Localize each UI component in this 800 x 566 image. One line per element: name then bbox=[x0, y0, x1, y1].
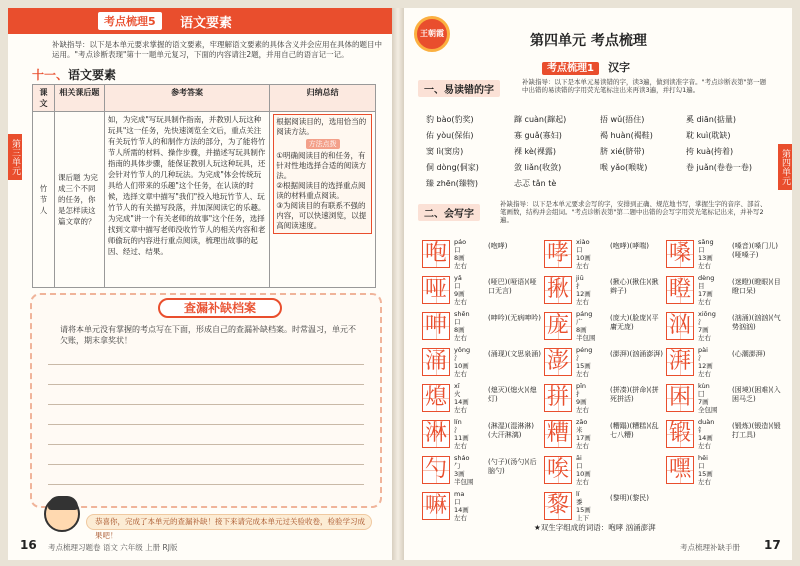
easy-word-item: 忐忑 tǎn tè bbox=[514, 179, 557, 188]
char-rad: 扌 bbox=[576, 282, 583, 290]
char-words: (糟蹋)(糟糕)(乱七八糟) bbox=[610, 422, 659, 439]
char-struct: 左右 bbox=[454, 406, 467, 414]
char-py: āi bbox=[576, 454, 582, 462]
char-words: (澎湃)(汹涌澎湃) bbox=[610, 350, 663, 358]
char-strokes: 3画 bbox=[454, 470, 465, 478]
easy-word-item: 豹 bào(豹奖) bbox=[426, 115, 474, 124]
char-info bbox=[454, 238, 467, 270]
right-page bbox=[404, 8, 792, 560]
char-words: (熄灭)(熄火)(熄灯) bbox=[488, 386, 537, 403]
char-struct: 左右 bbox=[698, 262, 711, 270]
char-words: (锻炼)(锻造)(锻打工具) bbox=[732, 422, 781, 439]
char-strokes: 11画 bbox=[454, 434, 469, 442]
writing-line[interactable] bbox=[48, 364, 364, 365]
char-struct: 上下 bbox=[576, 514, 589, 522]
char-words: (涌现)(文思泉涌) bbox=[488, 350, 541, 358]
char-info bbox=[576, 238, 591, 270]
right-unit-side-tab: 第四单元 bbox=[778, 144, 792, 190]
char-rad: 氵 bbox=[454, 354, 461, 362]
right-page-number: 17 bbox=[764, 538, 781, 552]
char-struct: 左右 bbox=[576, 370, 589, 378]
double-char-note: ★双生字组成的词语：咆哮 汹涌澎湃 bbox=[534, 523, 656, 532]
char-strokes: 8画 bbox=[454, 254, 465, 262]
left-intro: 补缺指导：以下是本单元要求掌握的语文要素，牢理解语文要素的具体含义并会应用在具体的题目中运用。"考点诊断表现"第十一题单元复习，下面的内容请注2题，并用自己的语言记一记。 bbox=[52, 40, 382, 59]
char-strokes: 12画 bbox=[698, 362, 713, 370]
char-info bbox=[454, 382, 469, 414]
char-info bbox=[454, 346, 470, 378]
char-words: (淋湿)(湿淋淋)(大汗淋漓) bbox=[488, 422, 534, 439]
summary-item: ②根据阅读目的选择重点阅读的材料重点阅读。 bbox=[276, 181, 366, 200]
char-info bbox=[454, 310, 470, 342]
char-words: (心潮澎湃) bbox=[732, 350, 766, 358]
answer-cell: 如，为完成"写玩具制作指南，并教别人玩这种玩具"这一任务，先快速浏览全文后，重点关注有关玩竹节人的和制作方法的部分，为了能将竹节人所需的材料、操作步骤，并描述写玩具制作指南的具体步骤，能保证教别人玩这种玩具，还会针对竹节人的几种玩法。为完成"体会传统玩具给人们带来的乐趣"这个任务，在认读的时候，选择文章中描写"我们"投入地玩竹节人、玩竹节人的有关描写段落，并加深阅读它的乐趣。为完成"讲一个有关老师的故事"这个任务，选择找到文章中描写老师没收竹节人的相关内容和老师偷玩的内容进行重点阅读，梳理出故事的起因、经过、结果。 bbox=[104, 112, 269, 288]
char-box: 揪 bbox=[544, 276, 572, 304]
char-strokes: 9画 bbox=[454, 290, 465, 298]
char-box: 瞪 bbox=[666, 276, 694, 304]
gap-record-prompt: 请将本单元没有掌握的考点写在下面，形成自己的查漏补缺档案。时常温习，单元不欠账，期末拿奖状！ bbox=[60, 325, 356, 345]
char-strokes: 10画 bbox=[576, 470, 591, 478]
char-py: páo bbox=[454, 238, 467, 246]
char-info bbox=[576, 382, 589, 414]
char-words: (咆哮)(哮喘) bbox=[610, 242, 649, 250]
char-info bbox=[576, 490, 591, 522]
lesson-cell: 竹节人 bbox=[33, 112, 55, 288]
char-rad: 口 bbox=[576, 246, 583, 254]
char-box: 糟 bbox=[544, 420, 572, 448]
char-py: xiōng bbox=[698, 310, 716, 318]
char-info bbox=[576, 418, 591, 450]
char-py: yǎ bbox=[454, 274, 462, 282]
char-py: kùn bbox=[698, 382, 710, 390]
char-info bbox=[454, 454, 474, 486]
writing-line[interactable] bbox=[48, 384, 364, 385]
char-py: lí bbox=[576, 490, 580, 498]
char-box: 嘿 bbox=[666, 456, 694, 484]
char-rad: 火 bbox=[454, 390, 461, 398]
char-strokes: 13画 bbox=[698, 254, 713, 262]
easy-word-item: 佑 yòu(保佑) bbox=[426, 131, 474, 140]
summary-box bbox=[273, 114, 372, 234]
right-tag-row bbox=[542, 56, 630, 72]
char-rad: 氵 bbox=[698, 318, 705, 326]
char-py: pīn bbox=[576, 382, 587, 390]
table-header: 课文 bbox=[33, 85, 55, 112]
char-strokes: 9画 bbox=[576, 398, 587, 406]
char-struct: 左右 bbox=[454, 334, 467, 342]
char-struct: 左右 bbox=[576, 262, 589, 270]
easy-word-item: 奚 diān(掂量) bbox=[686, 115, 737, 124]
easy-misread-intro: 补缺指导：以下是本单元易读错的字，读3遍，做到读准字音。"考点诊断表第"第一题中出错的易读错的字用荧光笔标注出来再读3遍，并打勾1遍。 bbox=[522, 78, 767, 94]
language-elements-table bbox=[32, 84, 376, 288]
char-strokes: 15画 bbox=[576, 506, 591, 514]
char-struct: 左右 bbox=[454, 370, 467, 378]
left-page bbox=[8, 8, 392, 560]
easy-word-item: 寡 guǎ(寡妇) bbox=[514, 131, 562, 140]
right-title: 汉字 bbox=[608, 61, 631, 74]
char-struct: 左右 bbox=[698, 442, 711, 450]
char-struct: 左右 bbox=[454, 298, 467, 306]
table-header: 归纳总结 bbox=[270, 85, 376, 112]
summary-item: ③为阅读目的有联系不强的内容，可以快速浏览，以提高阅读速度。 bbox=[276, 201, 367, 230]
easy-word-item: 窦 lì(窦房) bbox=[426, 147, 464, 156]
char-box: 黎 bbox=[544, 492, 572, 520]
char-rad: 氵 bbox=[576, 354, 583, 362]
char-rad: 口 bbox=[454, 318, 461, 326]
char-strokes: 10画 bbox=[576, 254, 591, 262]
right-tag: 考点梳理1 bbox=[542, 62, 599, 75]
char-rad: 口 bbox=[698, 462, 705, 470]
left-unit-side-tab: 第三单元 bbox=[8, 134, 22, 180]
brand-logo: 王朝霞 bbox=[414, 16, 450, 52]
char-words: (呻吟)(无病呻吟) bbox=[488, 314, 541, 322]
char-box: 咆 bbox=[422, 240, 450, 268]
char-struct: 左右 bbox=[698, 334, 711, 342]
char-info bbox=[576, 274, 591, 306]
char-strokes: 10画 bbox=[454, 362, 469, 370]
char-words: (咆哮) bbox=[488, 242, 508, 250]
char-struct: 左右 bbox=[698, 298, 711, 306]
question-cell: 课后题 为完成三个不同的任务，你是怎样读这篇文章的？ bbox=[54, 112, 104, 288]
char-info bbox=[576, 310, 596, 342]
left-section-heading bbox=[32, 66, 116, 83]
char-py: zāo bbox=[576, 418, 588, 426]
char-words: (黎明)(黎民) bbox=[610, 494, 649, 502]
char-py: hēi bbox=[698, 454, 708, 462]
writing-line[interactable] bbox=[48, 484, 364, 485]
char-box: 困 bbox=[666, 384, 694, 412]
char-box: 淋 bbox=[422, 420, 450, 448]
writing-line[interactable] bbox=[48, 464, 364, 465]
char-py: pài bbox=[698, 346, 708, 354]
writing-line[interactable] bbox=[48, 404, 364, 405]
char-box: 锻 bbox=[666, 420, 694, 448]
char-rad: 口 bbox=[454, 282, 461, 290]
char-rad: 口 bbox=[576, 462, 583, 470]
char-info bbox=[698, 238, 714, 270]
char-strokes: 17画 bbox=[576, 434, 591, 442]
left-footer: 考点梳理习题卷 语文 六年级 上册 RJ版 bbox=[48, 543, 178, 552]
char-rad: 氵 bbox=[454, 426, 461, 434]
cartoon-kid-icon bbox=[44, 496, 80, 532]
easy-word-item: 脐 xié(脐带) bbox=[600, 147, 645, 156]
char-strokes: 17画 bbox=[698, 290, 713, 298]
char-strokes: 14画 bbox=[454, 398, 469, 406]
char-strokes: 8画 bbox=[454, 326, 465, 334]
char-py: dèng bbox=[698, 274, 715, 282]
char-struct: 左右 bbox=[698, 478, 711, 486]
char-py: lín bbox=[454, 418, 462, 426]
char-struct: 半包围 bbox=[576, 334, 596, 342]
char-words: (拼凑)(拼命)(拼死拼活) bbox=[610, 386, 659, 403]
easy-word-item: 敛 liǎn(收敛) bbox=[514, 163, 562, 172]
easy-word-item: 耽 kuì(耽缺) bbox=[686, 131, 731, 140]
easy-word-item: 裸 kè(裸露) bbox=[514, 147, 557, 156]
completion-message: 恭喜你，完成了本单元的查漏补缺！接下来请完成本单元过关验收卷，检验学习成果吧！ bbox=[86, 514, 372, 530]
unit-title: 第四单元 考点梳理 bbox=[530, 33, 647, 49]
char-struct: 左右 bbox=[454, 514, 467, 522]
writing-line[interactable] bbox=[48, 424, 364, 425]
summary-item: ①明确阅读目的和任务，有针对性地选择合适的阅读方法。 bbox=[276, 151, 367, 180]
char-struct: 全包围 bbox=[698, 406, 718, 414]
char-strokes: 7画 bbox=[698, 398, 709, 406]
easy-word-item: 臻 zhēn(臻物) bbox=[426, 179, 479, 188]
char-words: (迷瞪)(瞪眼)(目瞪口呆) bbox=[732, 278, 781, 295]
char-strokes: 7画 bbox=[698, 326, 709, 334]
char-info bbox=[576, 454, 591, 486]
char-py: jiū bbox=[576, 274, 584, 282]
char-struct: 左右 bbox=[576, 298, 589, 306]
easy-word-item: 喉 yǎo(喉咙) bbox=[600, 163, 648, 172]
char-rad: 黍 bbox=[576, 498, 583, 506]
char-struct: 左右 bbox=[454, 442, 467, 450]
right-footer: 考点梳理补缺手册 bbox=[680, 543, 740, 552]
char-rad: 勹 bbox=[454, 462, 461, 470]
char-box: 唉 bbox=[544, 456, 572, 484]
char-box: 澎 bbox=[544, 348, 572, 376]
char-rad: 氵 bbox=[698, 354, 705, 362]
easy-word-item: 侗 dòng(侗家) bbox=[426, 163, 479, 172]
char-struct: 半包围 bbox=[454, 478, 474, 486]
char-info bbox=[576, 346, 592, 378]
char-info bbox=[454, 418, 469, 450]
char-py: páng bbox=[576, 310, 593, 318]
left-section-title: 语文要素 bbox=[68, 68, 117, 82]
char-struct: 左右 bbox=[698, 370, 711, 378]
char-strokes: 12画 bbox=[576, 290, 591, 298]
char-info bbox=[454, 490, 469, 522]
char-rad: 口 bbox=[698, 246, 705, 254]
book-gutter bbox=[392, 8, 404, 560]
char-words: (汹涌)(汹汹)(气势汹汹) bbox=[732, 314, 781, 331]
char-box: 呻 bbox=[422, 312, 450, 340]
char-py: sháo bbox=[454, 454, 470, 462]
easy-misread-heading: 一、易读错的字 bbox=[418, 80, 500, 97]
char-box: 汹 bbox=[666, 312, 694, 340]
char-py: ma bbox=[454, 490, 465, 498]
char-box: 哮 bbox=[544, 240, 572, 268]
left-page-number: 16 bbox=[20, 538, 37, 552]
char-info bbox=[698, 274, 714, 306]
char-info bbox=[698, 454, 713, 486]
char-words: (困境)(困难)(入困马乏) bbox=[732, 386, 781, 403]
char-py: péng bbox=[576, 346, 593, 354]
char-struct: 左右 bbox=[576, 406, 589, 414]
easy-word-item: 卷 juǎn(卷卷一卷) bbox=[686, 163, 753, 172]
writing-chars-heading: 二、会写字 bbox=[418, 204, 480, 221]
char-py: yǒng bbox=[454, 346, 471, 354]
left-header-bar bbox=[8, 8, 392, 34]
char-box: 勺 bbox=[422, 456, 450, 484]
table-header: 相关课后题 bbox=[54, 85, 104, 112]
char-box: 湃 bbox=[666, 348, 694, 376]
char-words: (勺子)(汤勺)(后脑勺) bbox=[488, 458, 537, 475]
char-rad: 口 bbox=[454, 246, 461, 254]
char-rad: 囗 bbox=[698, 390, 705, 398]
char-words: (嗓音)(嗓门儿)(哑嗓子) bbox=[732, 242, 778, 259]
char-words: (哑巴)(哑语)(哑口无言) bbox=[488, 278, 537, 295]
char-words: (庞大)(脸庞)(平庸无庞) bbox=[610, 314, 659, 331]
char-box: 哑 bbox=[422, 276, 450, 304]
gap-record-title: 查漏补缺档案 bbox=[158, 298, 282, 318]
char-rad: 口 bbox=[454, 498, 461, 506]
char-info bbox=[698, 346, 713, 378]
writing-line[interactable] bbox=[48, 444, 364, 445]
char-box: 嗓 bbox=[666, 240, 694, 268]
easy-word-item: 捂 wǔ(捂住) bbox=[600, 115, 645, 124]
char-struct: 左右 bbox=[576, 442, 589, 450]
char-strokes: 14画 bbox=[698, 434, 713, 442]
char-info bbox=[454, 274, 467, 306]
char-rad: 目 bbox=[698, 282, 705, 290]
char-py: shēn bbox=[454, 310, 470, 318]
char-py: xiào bbox=[576, 238, 590, 246]
char-struct: 左右 bbox=[576, 478, 589, 486]
easy-word-item: 挎 kuà(挎着) bbox=[686, 147, 734, 156]
char-rad: 米 bbox=[576, 426, 583, 434]
easy-word-item: 褐 huàn(褐鞋) bbox=[600, 131, 653, 140]
char-py: sǎng bbox=[698, 238, 714, 246]
char-strokes: 15画 bbox=[698, 470, 713, 478]
char-box: 拼 bbox=[544, 384, 572, 412]
char-info bbox=[698, 382, 718, 414]
char-box: 嘛 bbox=[422, 492, 450, 520]
writing-chars-intro: 补缺指导：以下是本单元要求会写的字，安排到正确、规范地书写，掌握生字的音序、部首、笔画数，结构并会组词。"考点诊断表第"第二题中出错的会写字用荧光笔标记出来，并补写2遍。 bbox=[500, 200, 767, 224]
char-box: 庞 bbox=[544, 312, 572, 340]
method-tip-label: 方法点拨 bbox=[306, 139, 340, 149]
easy-word-item: 蹿 cuàn(蹿起) bbox=[514, 115, 567, 124]
left-title: 语文要素 bbox=[180, 16, 233, 31]
char-rad: 广 bbox=[576, 318, 583, 326]
char-strokes: 14画 bbox=[454, 506, 469, 514]
char-py: duàn bbox=[698, 418, 715, 426]
char-words: (揪心)(揪住)(揪辫子) bbox=[610, 278, 659, 295]
summary-title: 根据阅读目的，选用恰当的阅读方法。 bbox=[276, 117, 367, 136]
char-box: 熄 bbox=[422, 384, 450, 412]
char-info bbox=[698, 418, 714, 450]
char-py: xī bbox=[454, 382, 460, 390]
char-strokes: 15画 bbox=[576, 362, 591, 370]
summary-cell bbox=[270, 112, 376, 288]
char-rad: 钅 bbox=[698, 426, 705, 434]
char-box: 涌 bbox=[422, 348, 450, 376]
left-tag: 考点梳理5 bbox=[98, 12, 162, 30]
char-struct: 左右 bbox=[454, 262, 467, 270]
table-header: 参考答案 bbox=[104, 85, 269, 112]
char-info bbox=[698, 310, 716, 342]
char-strokes: 8画 bbox=[576, 326, 587, 334]
left-section-number: 十一、 bbox=[32, 68, 69, 82]
char-rad: 扌 bbox=[576, 390, 583, 398]
